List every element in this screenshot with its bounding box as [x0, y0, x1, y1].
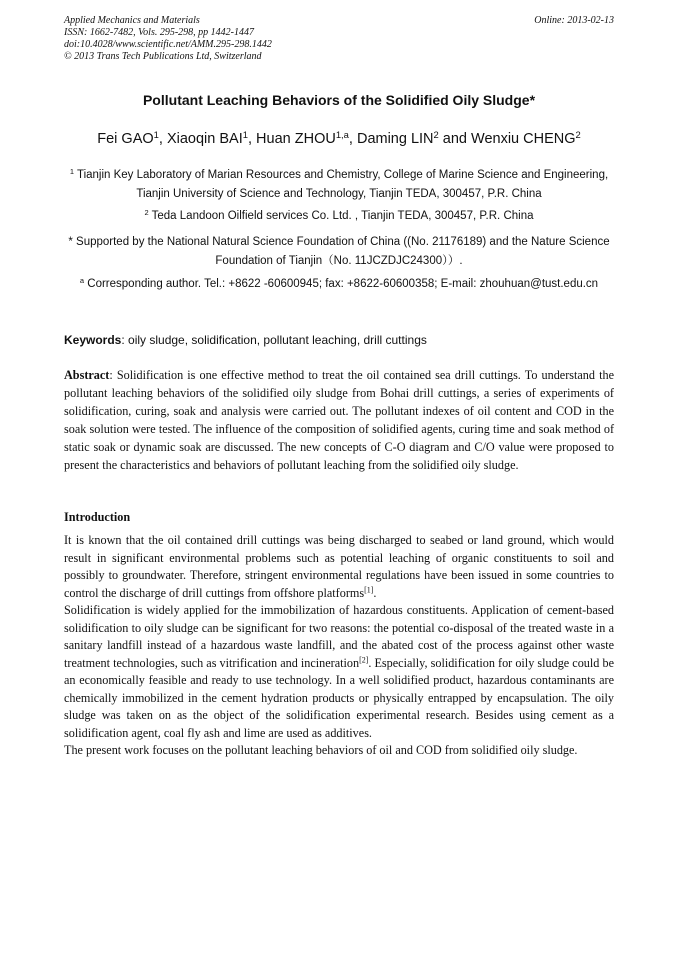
- paper-title: Pollutant Leaching Behaviors of the Solidified Oily Sludge*: [142, 92, 536, 108]
- author-affiliation-mark: 2: [575, 128, 581, 140]
- issn-line: ISSN: 1662-7482, Vols. 295-298, pp 1442-1447: [64, 27, 254, 38]
- abstract-text: : Solidification is one effective method to treat the oil contained sea drill cuttings. To understand the pollutant leaching behaviors of the solidified oily sludge from Bohai drill cuttings, a series of experiments of solidification, curing, soak and analysis were carried out. The pollutant indexes of oil content and COD in the soak solution were tested. The influence of the composition of solidified agents, curing time and soak method of static soak or dynamic soak are discussed. The new concepts of C-O diagram and C/O value were proposed to present the characteristics and behaviors of pollutant leaching from the solidified oily sludge.: [64, 368, 614, 472]
- affiliation-1: [60, 166, 618, 204]
- online-date: Online: 2013-02-13: [534, 15, 614, 26]
- keywords-label: Keywords: [64, 333, 122, 347]
- author-separator: ,: [348, 131, 357, 147]
- author-name: Huan ZHOU: [256, 131, 336, 147]
- introduction-body: [64, 532, 614, 760]
- abstract: [64, 366, 614, 474]
- author-name: Daming LIN: [356, 131, 434, 147]
- corresponding-text: Corresponding author. Tel.: +8622 -60600945; fax: +8622-60600358; E-mail: zhouhuan@tust.edu.cn: [87, 278, 599, 290]
- intro-p1-end: .: [373, 585, 377, 600]
- author-name: Fei GAO: [97, 131, 154, 147]
- author-name: Xiaoqin BAI: [166, 131, 243, 147]
- author-affiliation-mark: 2: [433, 128, 439, 140]
- author-separator: ,: [158, 131, 167, 147]
- journal-name: Applied Mechanics and Materials: [64, 15, 200, 26]
- author-name: Wenxiu CHENG: [471, 131, 576, 147]
- author-separator: and: [438, 131, 472, 147]
- corresponding-author: [60, 275, 618, 294]
- intro-p1-text: It is known that the oil contained drill cuttings was being discharged to seabed or land ground, which would result in significant environmental problems such as potential leaching of organic constituents to soil and possibly to groundwater. Therefore, stringent environmental regulations have been issued in some countries to control the discharge of drill cuttings from offshore platforms: [64, 533, 614, 600]
- intro-p2-text-b: . Especially, solidification for oily sludge could be an economically feasible and ready to use technology. In a well solidified product, hazardous contaminants are chemically immobilized in the cement hydration products or physically entrapped by encapsulation. The oily sludge was taken on as the object of the solidification experimental research. Besides using cement as a solidification agent, coal fly ash and lime are used as additives.: [64, 655, 614, 740]
- funding-note: * Supported by the National Natural Science Foundation of China ((No. 21176189) and the Nature Science Foundation of Tianjin（No. 11JCZDJC24300））.: [68, 236, 610, 267]
- affiliation-text: Tianjin Key Laboratory of Marian Resources and Chemistry, College of Marine Science and Engineering, Tianjin University of Science and Technology, Tianjin TEDA, 300457, P.R. China: [76, 169, 609, 200]
- author-affiliation-mark: 1,a: [335, 128, 349, 140]
- author-separator: ,: [247, 131, 257, 147]
- copyright-line: © 2013 Trans Tech Publications Ltd, Switzerland: [64, 51, 262, 62]
- author-affiliation-mark: 1: [153, 128, 159, 140]
- corresponding-mark: a: [79, 275, 85, 285]
- introduction-heading: Introduction: [64, 510, 131, 524]
- intro-paragraph-3: The present work focuses on the pollutant leaching behaviors of oil and COD from solidified oily sludge.: [64, 743, 578, 757]
- author-list: [0, 128, 678, 147]
- intro-paragraph-2: [64, 602, 614, 742]
- abstract-label: Abstract: [64, 368, 110, 382]
- affiliation-mark: 2: [144, 207, 149, 217]
- citation-ref[interactable]: [1]: [364, 585, 374, 595]
- affiliation-2: [60, 207, 618, 226]
- citation-ref[interactable]: [2]: [359, 655, 369, 665]
- intro-paragraph-1: [64, 532, 614, 602]
- doi-line: doi:10.4028/www.scientific.net/AMM.295-298.1442: [64, 39, 272, 50]
- affiliation-text: Teda Landoon Oilfield services Co. Ltd. , Tianjin TEDA, 300457, P.R. China: [151, 210, 534, 222]
- journal-header: [64, 15, 614, 63]
- intro-p2-text-a: Solidification is widely applied for the immobilization of hazardous constituents. Application of cement-based solidification to oily sludge can be significant for two reasons: the potential co-disposal of the treated waste in a sanitary landfill instead of a hazardous waste landfill, and the abated cost of the process against other waste treatment technologies, such as vitrification and incineration: [64, 603, 614, 670]
- affiliation-mark: 1: [69, 166, 74, 176]
- keywords: [64, 333, 614, 347]
- author-affiliation-mark: 1: [242, 128, 248, 140]
- keywords-text: : oily sludge, solidification, pollutant leaching, drill cuttings: [121, 333, 427, 347]
